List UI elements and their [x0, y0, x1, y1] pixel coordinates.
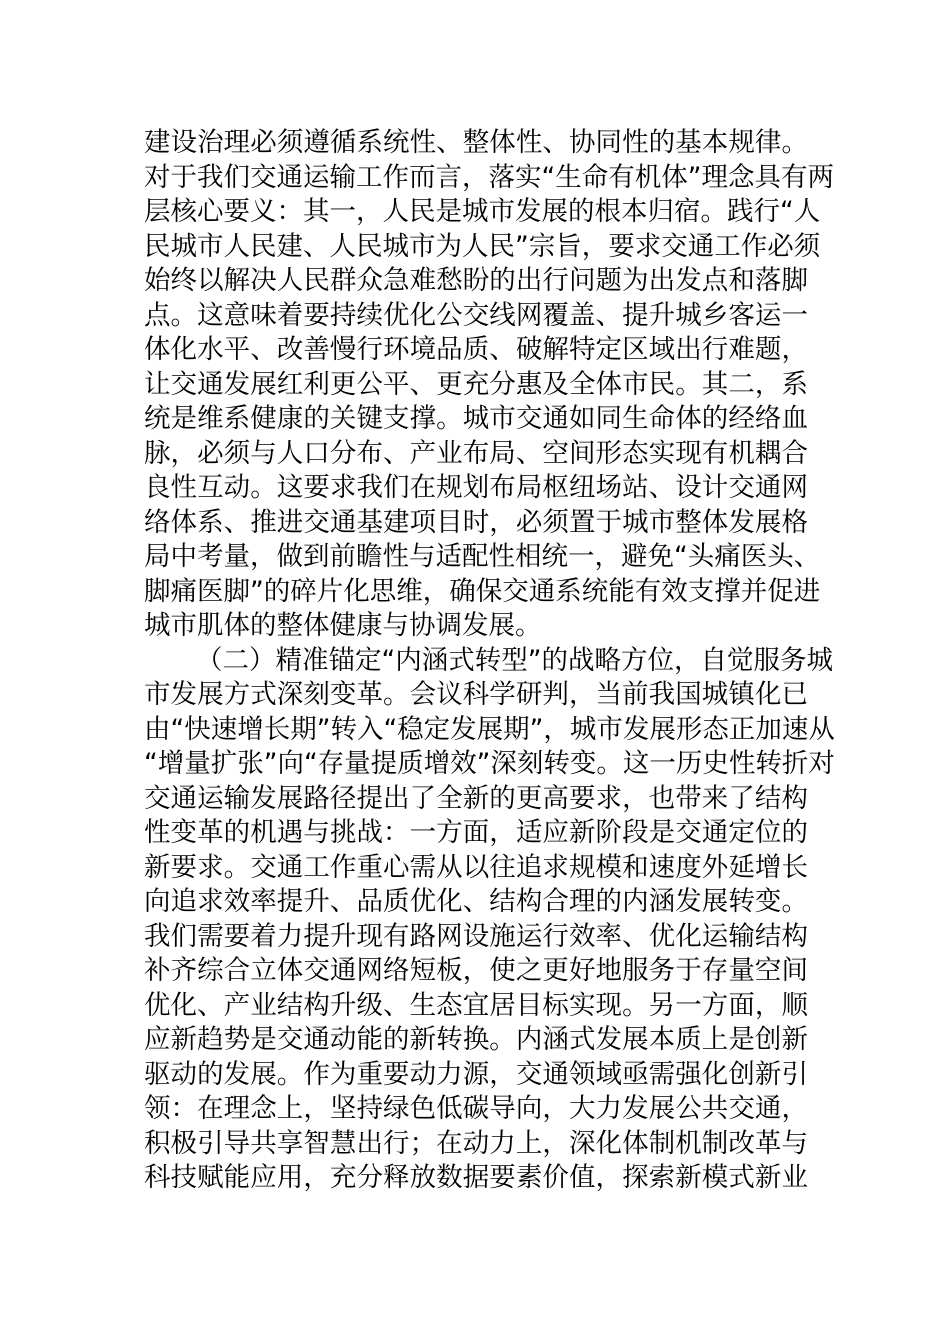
text-line: 局中考量，做到前瞻性与适配性相统一，避免“头痛医头、	[144, 541, 821, 573]
section-heading-line: （二）精准锚定“内涵式转型”的战略方位，自觉服务城	[196, 644, 833, 676]
paragraph-end-line: 城市肌体的整体健康与协调发展。	[144, 610, 542, 642]
text-line: 始终以解决人民群众急难愁盼的出行问题为出发点和落脚	[144, 265, 808, 297]
text-line: 交通运输发展路径提出了全新的更高要求，也带来了结构	[144, 782, 808, 814]
text-line: 建设治理必须遵循系统性、整体性、协同性的基本规律。	[144, 127, 808, 158]
text-line: 市发展方式深刻变革。会议科学研判，当前我国城镇化已	[144, 679, 808, 711]
text-line: 性变革的机遇与挑战：一方面，适应新阶段是交通定位的	[144, 817, 808, 849]
text-line: 补齐综合立体交通网络短板，使之更好地服务于存量空间	[144, 955, 808, 987]
text-line: 新要求。交通工作重心需从以往追求规模和速度外延增长	[144, 851, 808, 883]
text-line: 应新趋势是交通动能的新转换。内涵式发展本质上是创新	[144, 1024, 808, 1056]
text-line: 让交通发展红利更公平、更充分惠及全体市民。其二，系	[144, 368, 808, 400]
text-line: 体化水平、改善慢行环境品质、破解特定区域出行难题，	[144, 334, 808, 366]
text-line: 对于我们交通运输工作而言，落实“生命有机体”理念具有两	[144, 161, 834, 193]
text-line: 由“快速增长期”转入“稳定发展期”，城市发展形态正加速从	[144, 713, 835, 745]
text-line: 积极引导共享智慧出行；在动力上，深化体制机制改革与	[144, 1127, 808, 1159]
text-line: 络体系、推进交通基建项目时，必须置于城市整体发展格	[144, 506, 808, 538]
text-line: 我们需要着力提升现有路网设施运行效率、优化运输结构	[144, 920, 808, 952]
text-line: 领：在理念上，坚持绿色低碳导向，大力发展公共交通，	[144, 1093, 808, 1125]
text-line: 民城市人民建、人民城市为人民”宗旨，要求交通工作必须	[144, 230, 821, 262]
text-line: 层核心要义：其一，人民是城市发展的根本归宿。践行“人	[144, 196, 821, 228]
text-line: 脉，必须与人口分布、产业布局、空间形态实现有机耦合	[144, 437, 808, 469]
text-line: 科技赋能应用，充分释放数据要素价值，探索新模式新业	[144, 1162, 808, 1194]
text-line: 统是维系健康的关键支撑。城市交通如同生命体的经络血	[144, 403, 808, 435]
text-line: 良性互动。这要求我们在规划布局枢纽场站、设计交通网	[144, 472, 808, 504]
text-line: 优化、产业结构升级、生态宜居目标实现。另一方面，顺	[144, 989, 808, 1021]
text-line: 驱动的发展。作为重要动力源，交通领域亟需强化创新引	[144, 1058, 808, 1090]
text-line: 脚痛医脚”的碎片化思维，确保交通系统能有效支撑并促进	[144, 575, 821, 607]
text-line: 向追求效率提升、品质优化、结构合理的内涵发展转变。	[144, 886, 808, 918]
text-line: 点。这意味着要持续优化公交线网覆盖、提升城乡客运一	[144, 299, 808, 331]
text-line: “增量扩张”向“存量提质增效”深刻转变。这一历史性转折对	[144, 748, 835, 780]
